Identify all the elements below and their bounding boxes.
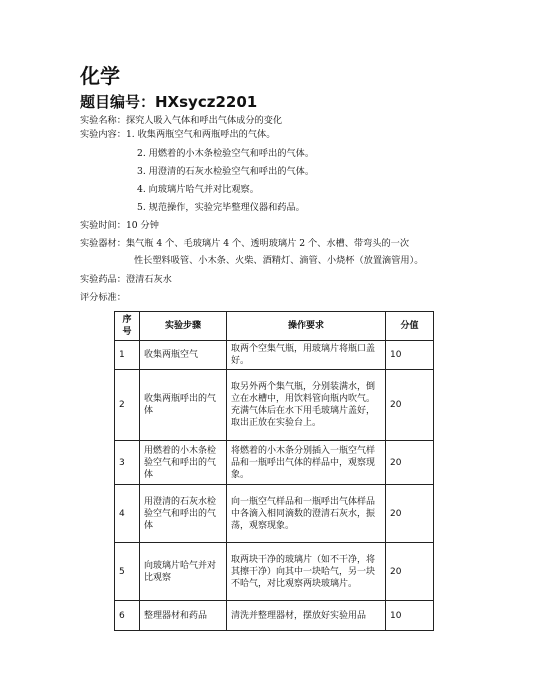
row-no: 3 [115,441,140,485]
row-requirement: 清洗并整理器材，摆放好实验用品 [227,601,386,631]
row-requirement: 取另外两个集气瓶，分别装满水，倒立在水槽中，用饮料管向瓶内吹气。充满气体后在水下用毛玻璃片盖好，取出正放在实验台上。 [227,370,386,441]
experiment-time-row [80,220,159,232]
content-item-5: 5. 规范操作，实验完毕整理仪器和药品。 [137,202,305,213]
row-step: 用澄清的石灰水检验空气和呼出的气体 [140,485,227,543]
row-no: 4 [115,485,140,543]
question-code: 题目编号：HXsycz2201 [80,93,258,111]
table-header-row [115,312,434,341]
row-no: 6 [115,601,140,631]
row-score: 20 [386,485,434,543]
content-item-4: 4. 向玻璃片哈气并对比观察。 [137,184,259,195]
row-requirement: 将燃着的小木条分别插入一瓶空气样品和一瓶呼出气体的样品中，观察现象。 [227,441,386,485]
equipment-line-2: 性长塑料吸管、小木条、火柴、酒精灯、滴管、小烧杯（放置滴管用）。 [134,255,424,266]
header-no: 序号 [115,312,140,341]
experiment-content-label: 实验内容： [80,129,126,140]
header-requirement: 操作要求 [227,312,386,341]
content-item-2: 2. 用燃着的小木条检验空气和呼出的气体。 [137,148,315,159]
equipment-label: 实验器材： [80,238,126,249]
row-score: 10 [386,601,434,631]
table-row [115,370,434,441]
equipment-row [80,238,409,250]
row-score: 20 [386,370,434,441]
row-step: 向玻璃片哈气并对比观察 [140,543,227,601]
row-requirement: 向一瓶空气样品和一瓶呼出气体样品中各滴入相同滴数的澄清石灰水，振荡，观察现象。 [227,485,386,543]
reagent-value: 澄清石灰水 [125,274,172,285]
row-requirement: 取两块干净的玻璃片（如不干净，将其擦干净）向其中一块哈气，另一块不哈气，对比观察两块玻璃片。 [227,543,386,601]
row-step: 整理器材和药品 [140,601,227,631]
experiment-name-label: 实验名称： [80,115,126,126]
row-no: 2 [115,370,140,441]
experiment-time-value: 10 分钟 [125,220,159,231]
row-no: 1 [115,341,140,370]
reagent-label: 实验药品： [80,274,126,285]
row-step: 收集两瓶呼出的气体 [140,370,227,441]
row-requirement: 取两个空集气瓶，用玻璃片将瓶口盖好。 [227,341,386,370]
header-score: 分值 [386,312,434,341]
reagent-row [80,274,172,286]
row-score: 20 [386,441,434,485]
experiment-name-value: 探究人吸入气体和呼出气体成分的变化 [125,115,283,126]
experiment-content-row [80,129,275,141]
scoring-table [114,311,434,631]
table-row [115,543,434,601]
row-no: 5 [115,543,140,601]
row-step: 收集两瓶空气 [140,341,227,370]
content-item-3: 3. 用澄清的石灰水检验空气和呼出的气体。 [137,166,315,177]
table-row [115,485,434,543]
table-row [115,341,434,370]
row-step: 用燃着的小木条检验空气和呼出的气体 [140,441,227,485]
table-row [115,601,434,631]
subject-title: 化学 [80,64,120,88]
scoring-label: 评分标准： [80,292,126,303]
row-score: 10 [386,341,434,370]
row-score: 20 [386,543,434,601]
experiment-name-row [80,115,282,127]
table-row [115,441,434,485]
header-step: 实验步骤 [140,312,227,341]
experiment-time-label: 实验时间： [80,220,126,231]
content-item-1: 1. 收集两瓶空气和两瓶呼出的气体。 [125,129,276,140]
equipment-line-1: 集气瓶 4 个、毛玻璃片 4 个、透明玻璃片 2 个、水槽、带弯头的一次 [125,238,410,249]
